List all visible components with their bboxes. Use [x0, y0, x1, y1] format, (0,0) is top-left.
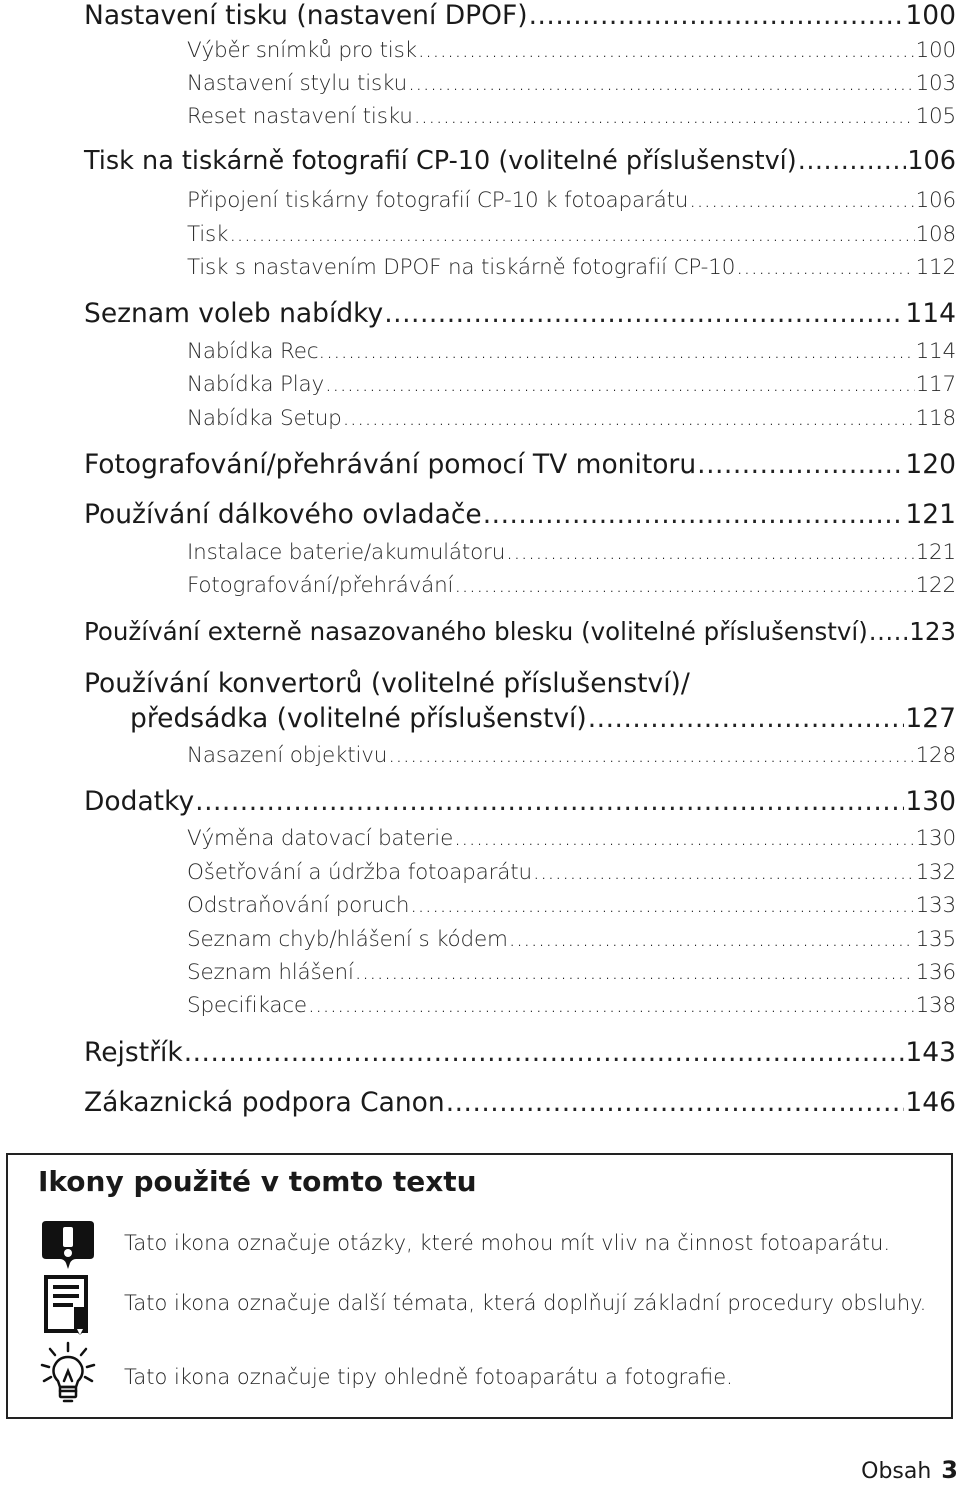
- toc-entry[interactable]: [84, 1087, 956, 1118]
- toc-entry-page: 130: [915, 826, 956, 851]
- toc-entry-title: Tisk: [187, 222, 229, 247]
- tip-lightbulb-icon: [36, 1341, 100, 1405]
- toc-entry-title: Nastavení tisku (nastavení DPOF): [84, 0, 528, 31]
- toc-entry-title: Připojení tiskárny fotografií CP-10 k fotoaparátu: [187, 188, 689, 213]
- toc-entry[interactable]: [84, 499, 956, 530]
- toc-entry-page: 127: [905, 703, 956, 734]
- caution-icon: [36, 1215, 100, 1279]
- toc-entry[interactable]: [84, 298, 956, 329]
- toc-entry[interactable]: [84, 786, 956, 817]
- toc-entry[interactable]: [187, 743, 956, 768]
- toc-entry-page: 130: [905, 786, 956, 817]
- toc-entry-page: 133: [915, 893, 956, 918]
- toc-entry-title: Používání konvertorů (volitelné příslušenství)/: [84, 668, 690, 699]
- toc-entry-title: Nabídka Rec.: [187, 339, 326, 364]
- toc-entry-title: Seznam hlášení: [187, 960, 354, 985]
- toc-entry-title: Nabídka Setup: [187, 406, 342, 431]
- toc-entry-page: 132: [915, 860, 956, 885]
- toc-entry-title: předsádka (volitelné příslušenství): [130, 703, 587, 734]
- icon-legend-box: [6, 1153, 953, 1419]
- toc-entry[interactable]: [187, 893, 956, 918]
- toc-entry[interactable]: [84, 617, 956, 646]
- toc-entry[interactable]: [84, 668, 690, 699]
- toc-entry-page: 100: [905, 0, 956, 31]
- toc-entry-page: 136: [915, 960, 956, 985]
- toc-entry-page: 108: [915, 222, 956, 247]
- toc-entry-page: 106: [915, 188, 956, 213]
- page-number: 3: [941, 1456, 958, 1484]
- toc-entry-page: 121: [915, 540, 956, 565]
- toc-entry-page: 118: [915, 406, 956, 431]
- toc-entry[interactable]: [187, 960, 956, 985]
- toc-entry[interactable]: [187, 255, 956, 280]
- toc-entry-title: Výběr snímků pro tisk: [187, 38, 417, 63]
- toc-entry-page: 117: [915, 372, 956, 397]
- toc-entry-title: Specifikace: [187, 993, 307, 1018]
- toc-entry[interactable]: [187, 406, 956, 431]
- toc-entry[interactable]: [84, 449, 956, 480]
- toc-entry[interactable]: [187, 104, 956, 129]
- toc-entry-title: Zákaznická podpora Canon: [84, 1087, 445, 1118]
- toc-entry-title: Výměna datovací baterie: [187, 826, 454, 851]
- toc-entry[interactable]: [187, 372, 956, 397]
- toc-entry[interactable]: [84, 0, 956, 31]
- toc-entry-title: Instalace baterie/akumulátoru: [187, 540, 506, 565]
- legend-text: Tato ikona označuje otázky, které mohou mít vliv na činnost fotoaparátu.: [124, 1231, 891, 1255]
- toc-entry-title: Nastavení stylu tisku: [187, 71, 408, 96]
- page-footer: [861, 1456, 958, 1484]
- toc-entry-title: Odstraňování poruch: [187, 893, 410, 918]
- toc-entry-page: 138: [915, 993, 956, 1018]
- toc-entry[interactable]: [84, 146, 956, 176]
- toc-entry-page: 105: [915, 104, 956, 129]
- toc-entry[interactable]: [187, 993, 956, 1018]
- toc-entry-title: Nasazení objektivu: [187, 743, 388, 768]
- toc-entry[interactable]: [187, 927, 956, 952]
- toc-entry-title: Tisk na tiskárně fotografií CP-10 (volitelné příslušenství): [84, 146, 797, 176]
- toc-entry[interactable]: [187, 222, 956, 247]
- footer-section: Obsah: [861, 1459, 932, 1484]
- toc-entry[interactable]: [187, 573, 956, 598]
- note-icon: [36, 1273, 100, 1337]
- toc-entry[interactable]: [187, 540, 956, 565]
- toc-entry-page: 135: [915, 927, 956, 952]
- toc-entry-page: 143: [905, 1037, 956, 1068]
- toc-entry-page: 128: [915, 743, 956, 768]
- toc-entry-title: Ošetřování a údržba fotoaparátu: [187, 860, 532, 885]
- toc-entry-page: 112: [915, 255, 956, 280]
- legend-title: Ikony použité v tomto textu: [38, 1165, 477, 1198]
- toc-entry-title: Tisk s nastavením DPOF na tiskárně fotografií CP-10: [187, 255, 736, 280]
- toc-entry-title: Seznam voleb nabídky: [84, 298, 384, 329]
- toc-entry-page: 103: [915, 71, 956, 96]
- toc-entry-title: Používání externě nasazovaného blesku (volitelné příslušenství): [84, 617, 868, 646]
- toc-entry-title: Fotografování/přehrávání pomocí TV monitoru: [84, 449, 697, 480]
- toc-entry[interactable]: [130, 703, 956, 734]
- toc-entry[interactable]: [187, 188, 956, 213]
- toc-entry-page: 106: [907, 146, 956, 176]
- toc-entry-page: 100: [915, 38, 956, 63]
- toc-entry-page: 146: [905, 1087, 956, 1118]
- toc-entry-title: Nabídka Play: [187, 372, 325, 397]
- toc-entry-page: 123: [909, 617, 956, 646]
- toc-entry[interactable]: [187, 339, 956, 364]
- toc-entry-title: Seznam chyb/hlášení s kódem: [187, 927, 508, 952]
- toc-entry-title: Fotografování/přehrávání: [187, 573, 454, 598]
- legend-item: [8, 1215, 951, 1275]
- toc-entry[interactable]: [187, 71, 956, 96]
- toc-entry[interactable]: [187, 860, 956, 885]
- toc-entry-title: Rejstřík: [84, 1037, 183, 1068]
- legend-item: [8, 1345, 951, 1405]
- toc-entry[interactable]: [187, 38, 956, 63]
- toc-entry-page: 122: [915, 573, 956, 598]
- legend-text: Tato ikona označuje další témata, která doplňují základní procedury obsluhy.: [124, 1291, 927, 1315]
- toc-entry-page: 120: [905, 449, 956, 480]
- toc-entry-page: 114: [905, 298, 956, 329]
- toc-entry[interactable]: [187, 826, 956, 851]
- toc-entry-page: 114: [915, 339, 956, 364]
- toc-entry[interactable]: [84, 1037, 956, 1068]
- toc-entry-page: 121: [905, 499, 956, 530]
- legend-text: Tato ikona označuje tipy ohledně fotoaparátu a fotografie.: [124, 1365, 733, 1389]
- toc-entry-title: Používání dálkového ovladače: [84, 499, 482, 530]
- legend-item: [8, 1275, 951, 1335]
- toc-entry-title: Reset nastavení tisku: [187, 104, 413, 129]
- toc-entry-title: Dodatky: [84, 786, 195, 817]
